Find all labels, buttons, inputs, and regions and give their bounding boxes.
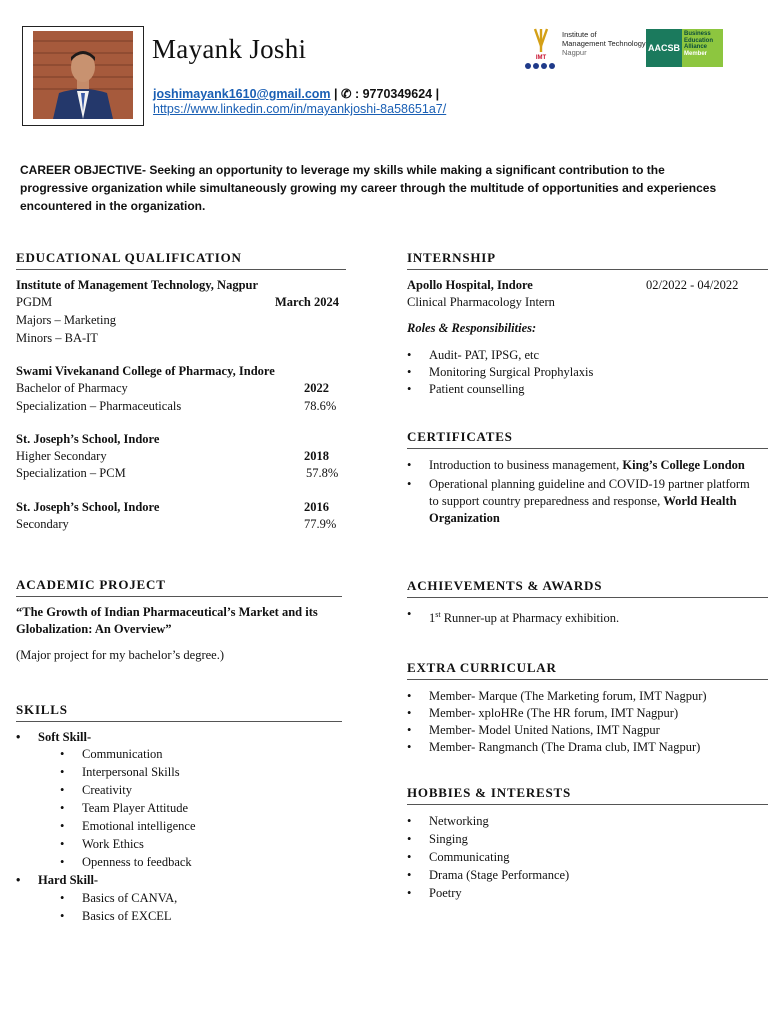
certificate-text: Introduction to business management, xyxy=(429,458,623,472)
imt-emblem-icon xyxy=(524,26,558,70)
certificate-item xyxy=(407,457,752,474)
degree: PGDM xyxy=(16,295,53,309)
degree: Higher Secondary xyxy=(16,449,107,463)
degree-date: March 2024 xyxy=(275,295,339,309)
skills-section xyxy=(16,702,342,722)
skill-item: • Openness to feedback xyxy=(38,854,346,871)
hobbies-list xyxy=(407,813,757,902)
extracurricular-item: • Member- Model United Nations, IMT Nagpur xyxy=(407,722,768,739)
extracurricular-list xyxy=(407,688,768,756)
section-divider xyxy=(16,269,346,270)
responsibility-item: • Monitoring Surgical Prophylaxis xyxy=(407,364,757,381)
achievements-section xyxy=(407,578,768,598)
imt-logo xyxy=(524,26,646,75)
section-title: HOBBIES & INTERESTS xyxy=(407,785,572,800)
skill-item: • Emotional intelligence xyxy=(38,818,346,835)
specialization: Specialization – PCM xyxy=(16,466,126,480)
certificate-text: Operational planning guideline and COVID-19 partner platform to support country preparedness and response, xyxy=(429,477,750,508)
extracurricular-item: • Member- Rangmanch (The Drama club, IMT Nagpur) xyxy=(407,739,768,756)
aacsb-logo-line: Education xyxy=(684,37,714,44)
internship-section xyxy=(407,250,768,270)
responsibility-item: • Audit- PAT, IPSG, etc xyxy=(407,347,757,364)
extracurricular-item: • Member- Marque (The Marketing forum, IMT Nagpur) xyxy=(407,688,768,705)
achievements-list xyxy=(407,606,757,627)
achievement-rank: 1 xyxy=(429,611,436,626)
score: 57.8% xyxy=(306,466,339,480)
extracurricular-item: • Member- xploHRe (The HR forum, IMT Nagpur) xyxy=(407,705,768,722)
profile-photo xyxy=(22,26,144,126)
section-title: CERTIFICATES xyxy=(407,429,513,444)
internship-org: Apollo Hospital, Indore xyxy=(407,278,533,292)
skill-item: • Basics of CANVA, xyxy=(38,890,346,907)
phone-number: ✆ : 9770349624 | xyxy=(341,87,440,101)
education-section xyxy=(16,250,346,270)
school-name: Swami Vivekanand College of Pharmacy, Indore xyxy=(16,364,275,378)
section-divider xyxy=(16,721,342,722)
contact-info xyxy=(153,87,446,117)
school-name: St. Joseph’s School, Indore xyxy=(16,500,160,514)
aacsb-logo xyxy=(646,29,723,67)
candidate-name: Mayank Joshi xyxy=(152,34,307,64)
project-section xyxy=(16,577,342,597)
section-divider xyxy=(407,597,768,598)
internship-role: Clinical Pharmacology Intern xyxy=(407,295,555,309)
degree: Secondary xyxy=(16,517,69,531)
aacsb-logo-text: AACSB xyxy=(646,29,682,67)
skill-item: • Communication xyxy=(38,746,346,763)
hobbies-section xyxy=(407,785,768,805)
certificate-item xyxy=(407,476,752,527)
skill-category: • Hard Skill- xyxy=(16,872,346,889)
hobby-item: • Communicating xyxy=(407,849,757,866)
achievement-rank-suffix: st xyxy=(435,610,441,619)
skill-item: • Work Ethics xyxy=(38,836,346,853)
contact-separator: | xyxy=(330,87,341,101)
section-divider xyxy=(16,596,342,597)
skills-list xyxy=(16,729,346,925)
score: 78.6% xyxy=(304,399,337,413)
section-title: ACADEMIC PROJECT xyxy=(16,577,166,592)
hobby-item: • Poetry xyxy=(407,885,757,902)
aacsb-logo-line: Business xyxy=(684,31,711,37)
hobby-item: • Networking xyxy=(407,813,757,830)
skill-item: • Interpersonal Skills xyxy=(38,764,346,781)
extracurricular-section xyxy=(407,660,768,680)
skill-item: • Team Player Attitude xyxy=(38,800,346,817)
project-note: (Major project for my bachelor’s degree.) xyxy=(16,648,225,662)
section-divider xyxy=(407,679,768,680)
imt-logo-line: Management Technology xyxy=(562,39,646,48)
skill-item: • Basics of EXCEL xyxy=(38,908,346,925)
school-name: St. Joseph’s School, Indore xyxy=(16,432,160,446)
hobby-item: • Drama (Stage Performance) xyxy=(407,867,757,884)
certificates-section xyxy=(407,429,768,449)
specialization: Specialization – Pharmaceuticals xyxy=(16,399,182,413)
school-name: Institute of Management Technology, Nagpur xyxy=(16,278,259,292)
minors: Minors – BA-IT xyxy=(16,331,98,345)
imt-logo-line: Nagpur xyxy=(562,48,587,57)
section-divider xyxy=(407,804,768,805)
email-link[interactable]: joshimayank1610@gmail.com xyxy=(153,87,331,101)
degree-year: 2016 xyxy=(304,500,329,514)
majors: Majors – Marketing xyxy=(16,313,116,327)
skill-item: • Creativity xyxy=(38,782,346,799)
achievement-text: Runner-up at Pharmacy exhibition. xyxy=(440,611,620,626)
degree: Bachelor of Pharmacy xyxy=(16,381,128,395)
hobby-item: • Singing xyxy=(407,831,757,848)
section-title: EXTRA CURRICULAR xyxy=(407,660,557,675)
responsibilities-list xyxy=(407,347,757,398)
score: 77.9% xyxy=(304,517,337,531)
internship-dates: 02/2022 - 04/2022 xyxy=(646,278,739,292)
project-name: “The Growth of Indian Pharmaceutical’s Market and its Globalization: An Overview” xyxy=(16,605,318,636)
section-divider xyxy=(407,269,768,270)
section-title: INTERNSHIP xyxy=(407,250,496,265)
responsibility-item: • Patient counselling xyxy=(407,381,757,398)
svg-text:IMT: IMT xyxy=(535,55,547,61)
linkedin-link[interactable]: https://www.linkedin.com/in/mayankjoshi-8a58651a7/ xyxy=(153,102,447,116)
skill-category: • Soft Skill- xyxy=(16,729,346,746)
aacsb-logo-line: Member xyxy=(684,50,708,57)
aacsb-logo-line: Alliance xyxy=(684,44,708,50)
certificates-list xyxy=(407,457,752,527)
section-title: SKILLS xyxy=(16,702,68,717)
certificate-org: King’s College London xyxy=(622,458,745,472)
degree-year: 2022 xyxy=(304,381,329,395)
degree-year: 2018 xyxy=(304,449,329,463)
achievement-item xyxy=(407,606,757,627)
certificate-org: World Health Organization xyxy=(429,494,737,525)
section-title: EDUCATIONAL QUALIFICATION xyxy=(16,250,242,265)
section-title: ACHIEVEMENTS & AWARDS xyxy=(407,578,603,593)
section-divider xyxy=(407,448,768,449)
objective-text: Seeking an opportunity to leverage my skills while making a significant contribution to the progressive organization while simultaneously growing my career through the multitude of opportunities and experiences encountered in the organization. xyxy=(20,163,717,213)
profile-photo-image xyxy=(33,31,133,119)
imt-logo-line: Institute of xyxy=(562,30,597,39)
roles-label: Roles & Responsibilities: xyxy=(407,321,537,335)
career-objective xyxy=(20,161,720,215)
objective-label: CAREER OBJECTIVE- xyxy=(20,163,147,177)
